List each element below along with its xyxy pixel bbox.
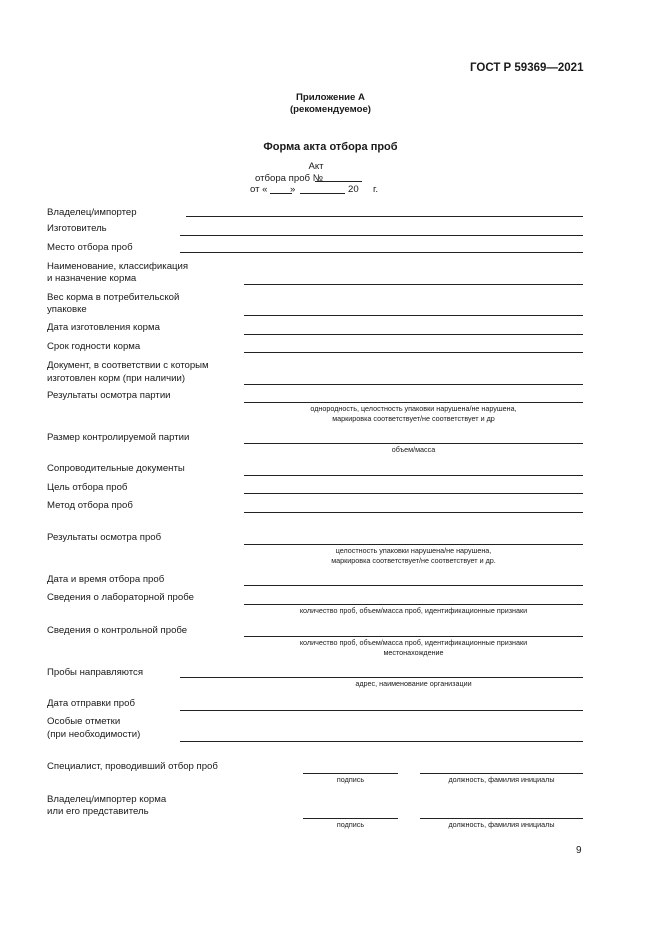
field-lab-sample-line[interactable]	[244, 604, 583, 605]
owner-signatory-label-1: Владелец/импортер корма	[47, 794, 167, 805]
field-accompanying-docs-label: Сопроводительные документы	[47, 463, 185, 474]
field-weight-line[interactable]	[244, 315, 583, 316]
field-batch-size-hint: объем/масса	[391, 445, 436, 454]
field-control-sample-line[interactable]	[244, 636, 583, 637]
field-document-label-1: Документ, в соответствии с которым	[47, 360, 209, 371]
field-sample-inspection-line[interactable]	[244, 544, 583, 545]
field-sampling-purpose-label: Цель отбора проб	[47, 482, 128, 493]
owner-position-line[interactable]	[420, 818, 583, 819]
owner-signature-line[interactable]	[303, 818, 398, 819]
field-name-label-2: и назначение корма	[47, 273, 137, 284]
specialist-signature-hint: подпись	[336, 775, 365, 784]
appendix-type: (рекомендуемое)	[289, 104, 371, 115]
field-sampling-datetime-label: Дата и время отбора проб	[47, 574, 165, 585]
page-number: 9	[576, 845, 582, 856]
field-accompanying-docs-line[interactable]	[244, 475, 583, 476]
field-notes-label-2: (при необходимости)	[47, 729, 141, 740]
field-sample-inspection-hint-1: целостность упаковки нарушена/не нарушена,	[335, 546, 492, 555]
field-manufacture-date-line[interactable]	[244, 334, 583, 335]
field-control-sample-hint-1: количество проб, объем/масса проб, идентификационные признаки	[299, 638, 528, 647]
field-dispatch-date-label: Дата отправки проб	[47, 698, 135, 709]
act-number-line[interactable]	[315, 181, 362, 182]
specialist-signature-line[interactable]	[303, 773, 398, 774]
specialist-position-hint: должность, фамилия инициалы	[448, 775, 555, 784]
field-shelf-life-label: Срок годности корма	[47, 341, 141, 352]
field-sampling-datetime-line[interactable]	[244, 585, 583, 586]
owner-position-hint: должность, фамилия инициалы	[448, 820, 555, 829]
field-name-line[interactable]	[244, 284, 583, 285]
specialist-position-line[interactable]	[420, 773, 583, 774]
field-sample-inspection-label: Результаты осмотра проб	[47, 532, 162, 543]
field-samples-sent-to-line[interactable]	[180, 677, 583, 678]
field-owner-line[interactable]	[186, 216, 583, 217]
date-year-suffix: г.	[373, 184, 378, 195]
standard-number: ГОСТ Р 59369—2021	[470, 62, 584, 74]
field-weight-label-1: Вес корма в потребительской	[47, 292, 180, 303]
form-title: Форма акта отбора проб	[263, 141, 398, 153]
field-sampling-method-line[interactable]	[244, 512, 583, 513]
field-lab-sample-label: Сведения о лабораторной пробе	[47, 592, 194, 603]
field-sampling-purpose-line[interactable]	[244, 493, 583, 494]
field-document-label-2: изготовлен корм (при наличии)	[47, 373, 186, 384]
field-notes-label-1: Особые отметки	[47, 716, 121, 727]
field-batch-inspection-label: Результаты осмотра партии	[47, 390, 171, 401]
field-notes-line[interactable]	[180, 741, 583, 742]
act-word: Акт	[308, 161, 324, 172]
specialist-label: Специалист, проводивший отбор проб	[47, 761, 218, 772]
owner-signatory-label-2: или его представитель	[47, 806, 149, 817]
field-samples-sent-to-hint: адрес, наименование организации	[355, 679, 472, 688]
field-samples-sent-to-label: Пробы направляются	[47, 667, 144, 678]
field-weight-label-2: упаковке	[47, 304, 87, 315]
field-manufacturer-line[interactable]	[180, 235, 583, 236]
field-document-line[interactable]	[244, 384, 583, 385]
owner-signature-hint: подпись	[336, 820, 365, 829]
field-manufacturer-label: Изготовитель	[47, 223, 107, 234]
field-sample-inspection-hint-2: маркировка соответствует/не соответствует и др.	[331, 556, 496, 565]
appendix-title: Приложение А	[296, 92, 365, 103]
field-sampling-method-label: Метод отбора проб	[47, 500, 133, 511]
field-batch-size-label: Размер контролируемой партии	[47, 432, 190, 443]
date-close-quote: »	[290, 184, 296, 195]
field-control-sample-hint-2: местонахождение	[383, 648, 444, 657]
field-control-sample-label: Сведения о контрольной пробе	[47, 625, 188, 636]
field-batch-inspection-hint-2: маркировка соответствует/не соответствует и др	[332, 414, 495, 423]
field-shelf-life-line[interactable]	[244, 352, 583, 353]
field-owner-label: Владелец/импортер	[47, 207, 137, 218]
field-sampling-place-line[interactable]	[180, 252, 583, 253]
date-year-prefix: 20	[348, 184, 359, 195]
date-day-line[interactable]	[270, 193, 292, 194]
field-batch-inspection-hint-1: однородность, целостность упаковки нарушена/не нарушена,	[310, 404, 517, 413]
date-from-label: от «	[250, 184, 268, 195]
field-manufacture-date-label: Дата изготовления корма	[47, 322, 160, 333]
field-name-label-1: Наименование, классификация	[47, 261, 189, 272]
field-lab-sample-hint: количество проб, объем/масса проб, идентификационные признаки	[299, 606, 528, 615]
act-number-label: отбора проб №	[255, 173, 324, 184]
field-batch-inspection-line[interactable]	[244, 402, 583, 403]
field-sampling-place-label: Место отбора проб	[47, 242, 133, 253]
field-batch-size-line[interactable]	[244, 443, 583, 444]
date-month-line[interactable]	[300, 193, 345, 194]
field-dispatch-date-line[interactable]	[180, 710, 583, 711]
